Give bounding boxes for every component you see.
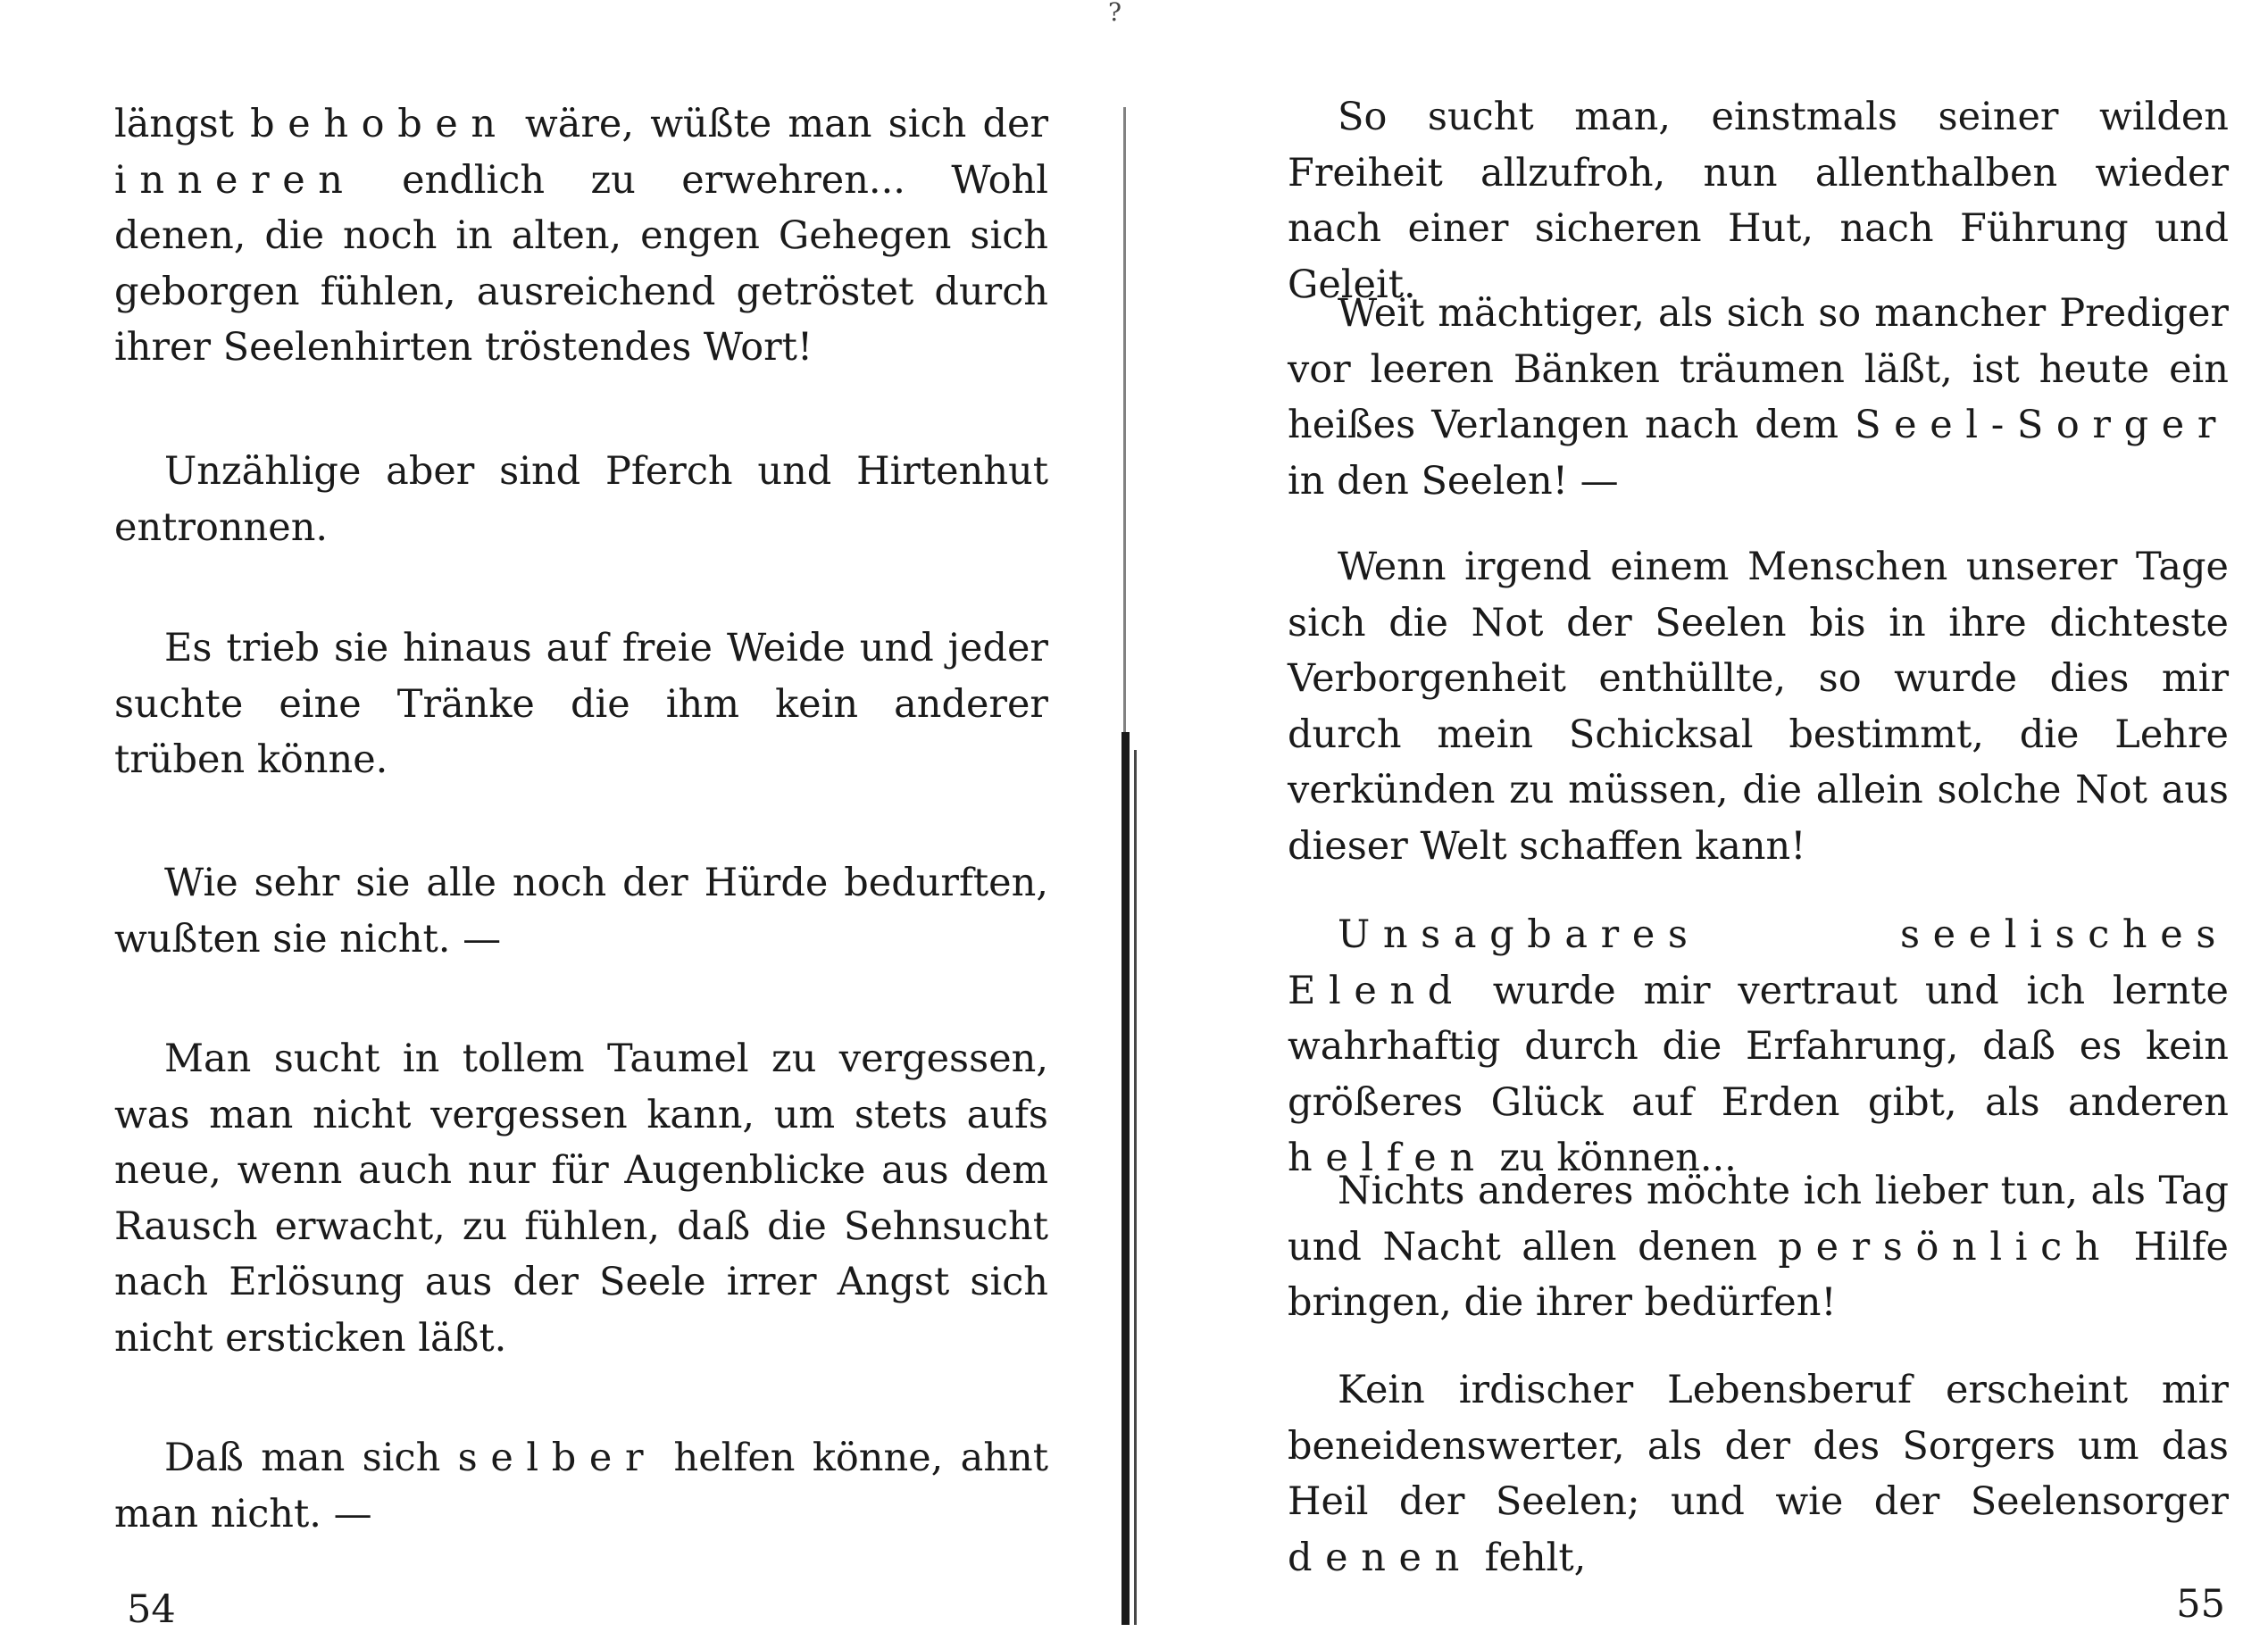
emphasized-text: behoben <box>250 102 509 146</box>
gutter-edge-line <box>1134 750 1137 1625</box>
right-paragraph-6 <box>1288 1362 2229 1586</box>
text-run: Es trieb sie hinaus auf freie Weide und jeder suchte eine Tränke die ihm kein anderer trüben könne. <box>114 626 1048 782</box>
text-run: zu können... <box>1487 1136 1737 1180</box>
text-run: Unzählige aber sind Pferch und Hirtenhut entronnen. <box>114 449 1048 550</box>
right-paragraph-5 <box>1288 1163 2229 1331</box>
text-run: Man sucht in tollem Taumel zu vergessen, was man nicht vergessen kann, um stets aufs neue, wenn auch nur für Augenblicke aus dem Rausch erwacht, zu fühlen, daß die Sehnsucht nach Erlösung aus der Seele irrer Angst sich nicht ersticken läßt. <box>114 1037 1048 1361</box>
text-run: endlich zu erwehren... Wohl denen, die noch in alten, engen Gehegen sich geborgen fühlen, ausreichend getröstet durch ihrer Seelenhirten tröstendes Wort! <box>114 157 1048 370</box>
text-run: Hilfe bringen, die ihrer bedürfen! <box>1288 1224 2229 1325</box>
emphasized-text: Seel-Sorger <box>1855 403 2229 447</box>
emphasized-text: persönlich <box>1778 1224 2114 1270</box>
text-run: helfen könne, ahnt man nicht. — <box>114 1436 1048 1536</box>
text-run: Wenn irgend einem Menschen unserer Tage sich die Not der Seelen bis in ihre dichteste Verborgenheit enthüllte, so wurde dies mir durch mein Schicksal bestimmt, die Lehre verkünden zu müssen, die allein solche Not aus dieser Welt schaffen kann! <box>1288 545 2229 869</box>
emphasized-text: inneren <box>114 157 356 203</box>
left-paragraph-3 <box>114 620 1048 788</box>
left-paragraph-2 <box>114 444 1048 555</box>
emphasized-text: helfen <box>1288 1136 1488 1180</box>
text-run: in den Seelen! — <box>1288 458 1619 504</box>
gutter-top-mark: ? <box>1108 0 1122 27</box>
text-run: Nichts anderes möchte ich lieber tun, als Tag und Nacht allen denen <box>1288 1169 2229 1270</box>
right-paragraph-4 <box>1288 907 2229 1187</box>
emphasized-text: denen <box>1288 1535 1472 1580</box>
gutter-shadow-lower <box>1121 732 1130 1625</box>
text-run: Kein irdischer Lebensberuf erscheint mir beneidenswerter, als der des Sorgers um das Heil der Seelen; und wie der Seelensorger <box>1288 1368 2229 1524</box>
right-paragraph-3 <box>1288 539 2229 874</box>
text-run: So sucht man, einstmals seiner wilden Freiheit allzufroh, nun allenthalben wieder nach einer sicheren Hut, nach Führung und Geleit. <box>1288 95 2229 307</box>
left-paragraph-1 <box>114 96 1048 376</box>
left-paragraph-6 <box>114 1430 1048 1542</box>
text-run: Weit mächtiger, als sich so mancher Prediger vor leeren Bänken träumen läßt, ist heute ein heißes Verlangen nach dem <box>1288 291 2229 447</box>
text-run: wurde mir vertraut und ich lernte wahrhaftig durch die Erfahrung, daß es kein größeres Glück auf Erden gibt, als anderen <box>1288 968 2229 1125</box>
text-run: Daß man sich <box>164 1436 458 1480</box>
text-run: Wie sehr sie alle noch der Hürde bedurften, wußten sie nicht. — <box>114 861 1048 962</box>
right-paragraph-2 <box>1288 286 2229 509</box>
text-run: längst <box>114 102 251 146</box>
text-run: wäre, wüßte man sich der <box>508 102 1048 146</box>
left-paragraph-4 <box>114 855 1048 967</box>
text-run: fehlt, <box>1472 1535 1587 1580</box>
page-number: 55 <box>2176 1582 2225 1627</box>
book-gutter <box>1114 0 1141 1625</box>
gutter-shadow-upper <box>1123 107 1126 732</box>
emphasized-text: Unsagbares seelisches Elend <box>1288 912 2229 1013</box>
right-paragraph-1 <box>1288 89 2229 312</box>
page-number: 54 <box>127 1587 176 1632</box>
left-paragraph-5 <box>114 1031 1048 1366</box>
emphasized-text: selber <box>457 1436 657 1480</box>
